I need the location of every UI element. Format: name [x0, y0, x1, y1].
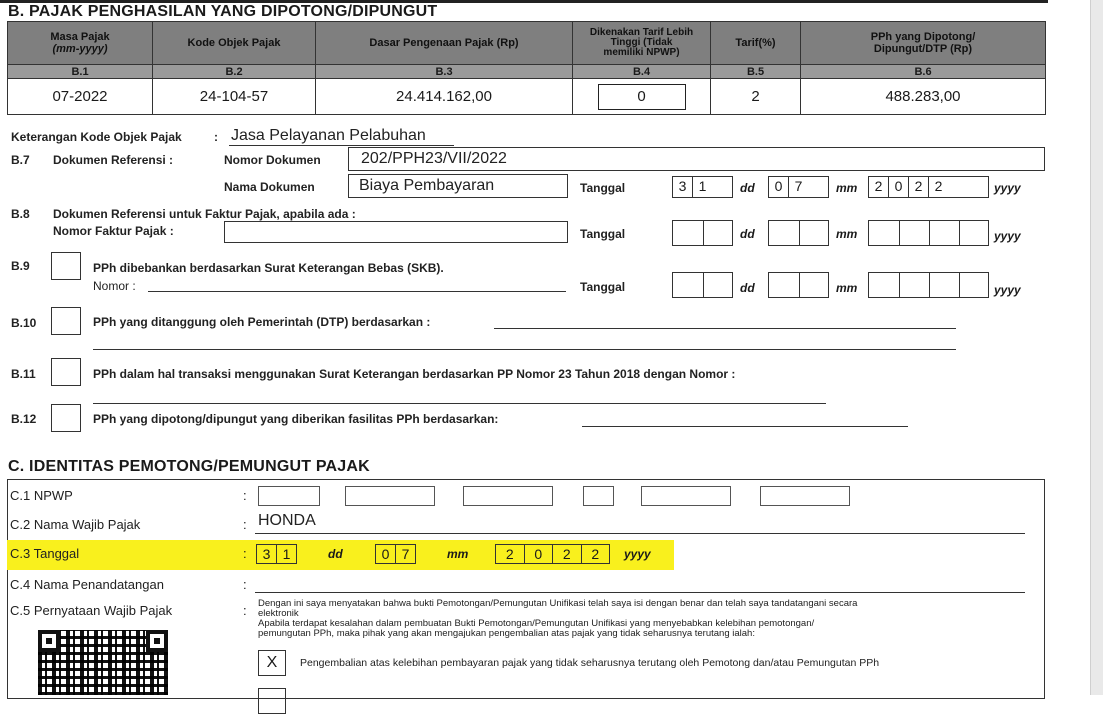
header-tarif-lebih: Dikenakan Tarif Lebih Tinggi (Tidak memiliki NPWP) — [573, 22, 711, 65]
b10-line-1[interactable] — [494, 328, 956, 329]
b11-line[interactable] — [93, 403, 826, 404]
mm-label: mm — [836, 227, 858, 241]
npwp-field[interactable] — [463, 486, 553, 506]
npwp-field[interactable] — [641, 486, 731, 506]
value-pph: 488.283,00 — [801, 79, 1046, 115]
c4-colon: : — [243, 577, 247, 592]
section-c-title: C. IDENTITAS PEMOTONG/PEMUNGUT PAJAK — [8, 458, 370, 475]
code-cell: B.3 — [316, 65, 573, 79]
header-pph: PPh yang Dipotong/ Dipungut/DTP (Rp) — [801, 22, 1046, 65]
yyyy-label: yyyy — [994, 283, 1021, 297]
b9-yyyy-field[interactable] — [868, 272, 989, 298]
c5-statement-line1: Dengan ini saya menyatakan bahwa bukti Pemotongan/Pemungutan Unifikasi telah saya isi dengan benar dan telah saya tandatangani secara — [258, 598, 858, 609]
c4-underline — [255, 592, 1025, 593]
header-dasar: Dasar Pengenaan Pajak (Rp) — [316, 22, 573, 65]
c3-colon: : — [243, 546, 247, 561]
value-tarif: 2 — [711, 79, 801, 115]
header-kode-objek: Kode Objek Pajak — [153, 22, 316, 65]
c2-value: HONDA — [258, 512, 316, 529]
code-cell: B.1 — [8, 65, 153, 79]
npwp-field[interactable] — [760, 486, 850, 506]
b8-dd-field[interactable] — [672, 220, 733, 246]
mm-label: mm — [836, 281, 858, 295]
code-cell: B.6 — [801, 65, 1046, 79]
b12-checkbox[interactable] — [51, 404, 81, 432]
b11-label: PPh dalam hal transaksi menggunakan Surat Keterangan berdasarkan PP Nomor 23 Tahun 2018 dengan Nomor : — [93, 367, 736, 381]
b7-mm-field[interactable] — [768, 176, 829, 198]
mm-label: mm — [836, 181, 858, 195]
value-tarif-lebih[interactable]: 0 — [598, 84, 686, 110]
digit: 1 — [282, 546, 291, 562]
b7-tanggal-label: Tanggal — [580, 181, 626, 195]
section-b-title: B. PAJAK PENGHASILAN YANG DIPOTONG/DIPUNGUT — [8, 3, 438, 20]
b9-checkbox[interactable] — [51, 252, 81, 280]
value-kode: 24-104-57 — [153, 79, 316, 115]
digit: 0 — [376, 545, 396, 563]
b12-label: PPh yang dipotong/dipungut yang diberikan fasilitas PPh berdasarkan: — [93, 412, 499, 426]
b8-number: B.8 — [11, 207, 30, 221]
digit: 0 — [525, 545, 554, 563]
tax-table-header-row — [8, 22, 1046, 65]
b12-number: B.12 — [11, 412, 37, 426]
keterangan-value: Jasa Pelayanan Pelabuhan — [231, 127, 426, 144]
digit: 7 — [794, 178, 803, 194]
b9-nomor-label: Nomor : — [93, 279, 136, 293]
b7-nomor-label: Nomor Dokumen — [224, 153, 321, 167]
c5-label: C.5 Pernyataan Wajib Pajak — [10, 603, 173, 618]
code-cell: B.4 — [573, 65, 711, 79]
b10-line-2[interactable] — [93, 349, 956, 350]
c2-label: C.2 Nama Wajib Pajak — [10, 517, 141, 532]
dd-label: dd — [740, 281, 755, 295]
npwp-field[interactable] — [258, 486, 320, 506]
c5-statement-line2: elektronik — [258, 608, 299, 619]
b8-yyyy-field[interactable] — [868, 220, 989, 246]
c5-colon: : — [243, 603, 247, 618]
yyyy-label: yyyy — [624, 547, 651, 561]
c5-statement-line3: Apabila terdapat kesalahan dalam pembuatan Bukti Pemotongan/Pemungutan Unifikasi yang menyebabkan kelebihan pemotongan/ — [258, 618, 815, 629]
c3-label: C.3 Tanggal — [10, 546, 80, 561]
npwp-field[interactable] — [583, 486, 614, 506]
c5-option2-checkbox[interactable] — [258, 688, 286, 714]
b9-tanggal-label: Tanggal — [580, 280, 626, 294]
b7-nama-field[interactable] — [348, 174, 568, 198]
digit: 3 — [673, 177, 693, 197]
b7-dd-field[interactable] — [672, 176, 733, 198]
b7-yyyy-field[interactable] — [868, 176, 989, 198]
c5-option-checkbox[interactable]: X — [258, 650, 286, 676]
keterangan-label: Keterangan Kode Objek Pajak — [11, 130, 182, 144]
c1-label: C.1 NPWP — [10, 488, 73, 503]
header-tarif: Tarif(%) — [711, 22, 801, 65]
digit: 2 — [496, 545, 525, 563]
b8-label: Dokumen Referensi untuk Faktur Pajak, apabila ada : — [53, 207, 356, 221]
b9-mm-field[interactable] — [768, 272, 829, 298]
c2-colon: : — [243, 517, 247, 532]
digit: 2 — [869, 177, 889, 197]
b7-number: B.7 — [11, 153, 30, 167]
b9-label: PPh dibebankan berdasarkan Surat Keterangan Bebas (SKB). — [93, 261, 444, 275]
digit: 1 — [698, 178, 707, 194]
b8-nomor-field[interactable] — [224, 221, 568, 243]
c5-option-text: Pengembalian atas kelebihan pembayaran pajak yang tidak seharusnya terutang oleh Pemotong dan/atau Pemungutan PPh — [300, 657, 880, 669]
b10-checkbox[interactable] — [51, 307, 81, 335]
b11-number: B.11 — [11, 367, 36, 381]
c3-yyyy-field[interactable] — [495, 544, 610, 564]
qr-code — [38, 630, 168, 695]
b7-label: Dokumen Referensi : — [53, 153, 174, 167]
b8-mm-field[interactable] — [768, 220, 829, 246]
yyyy-label: yyyy — [994, 229, 1021, 243]
b8-nomor-label: Nomor Faktur Pajak : — [53, 224, 174, 238]
b12-line[interactable] — [582, 426, 908, 427]
b9-number: B.9 — [11, 259, 30, 273]
b7-nomor-field[interactable] — [348, 147, 1045, 171]
dd-label: dd — [740, 227, 755, 241]
digit: 7 — [401, 546, 410, 562]
b10-number: B.10 — [11, 316, 37, 330]
c3-mm-field[interactable] — [375, 544, 416, 564]
c4-label: C.4 Nama Penandatangan — [10, 577, 164, 592]
qr-finder — [146, 630, 168, 652]
b10-label: PPh yang ditanggung oleh Pemerintah (DTP) berdasarkan : — [93, 315, 431, 329]
c3-dd-field[interactable] — [256, 544, 297, 564]
tax-table-value-row — [8, 79, 1046, 115]
dd-label: dd — [740, 181, 755, 195]
code-cell: B.5 — [711, 65, 801, 79]
b7-nomor-value: 202/PPH23/VII/2022 — [361, 150, 507, 167]
tax-table — [7, 21, 1046, 115]
mm-label: mm — [447, 547, 469, 561]
b11-checkbox[interactable] — [51, 358, 81, 386]
b7-nama-value: Biaya Pembayaran — [359, 177, 495, 194]
b7-nama-label: Nama Dokumen — [224, 180, 315, 194]
digit: 2 — [591, 546, 600, 562]
digit: 0 — [889, 177, 909, 197]
keterangan-colon: : — [214, 130, 218, 144]
dd-label: dd — [328, 547, 343, 561]
digit: 3 — [257, 545, 277, 563]
digit: 2 — [553, 545, 582, 563]
page-edge — [1090, 0, 1103, 695]
qr-finder — [38, 630, 60, 652]
header-masa-pajak: Masa Pajak (mm-yyyy) — [8, 22, 153, 65]
digit: 2 — [909, 177, 929, 197]
yyyy-label: yyyy — [994, 181, 1021, 195]
c5-statement-line4: pemungutan PPh, maka pihak yang akan mengajukan pengembalian atas pajak yang tidak seharusnya terutang ialah: — [258, 628, 755, 639]
code-cell: B.2 — [153, 65, 316, 79]
npwp-field[interactable] — [345, 486, 435, 506]
b9-nomor-line[interactable] — [148, 291, 566, 292]
value-tarif-lebih-cell — [573, 79, 711, 115]
digit: 2 — [934, 178, 943, 194]
b9-dd-field[interactable] — [672, 272, 733, 298]
value-masa: 07-2022 — [8, 79, 153, 115]
c1-colon: : — [243, 488, 247, 503]
b8-tanggal-label: Tanggal — [580, 227, 626, 241]
keterangan-underline — [229, 145, 454, 146]
tax-table-code-row — [8, 65, 1046, 79]
digit: 0 — [769, 177, 789, 197]
value-dasar: 24.414.162,00 — [316, 79, 573, 115]
c2-underline — [255, 533, 1025, 534]
